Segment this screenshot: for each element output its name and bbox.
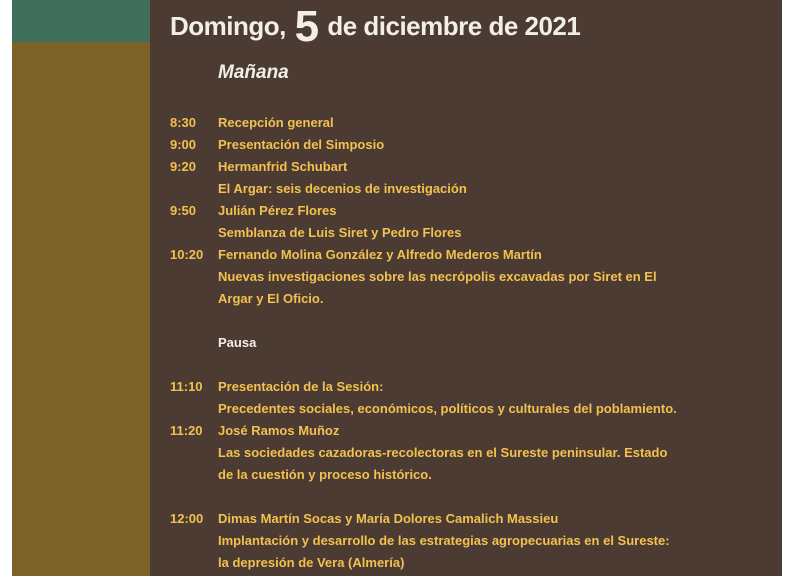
entry-detail: de la cuestión y proceso histórico. [218,467,432,482]
date-prefix: Domingo, [170,11,286,41]
entry-title: Presentación del Simposio [218,137,385,152]
entry-time: 10:20 [170,247,204,262]
program-list [170,112,770,574]
entry-title: Dimas Martín Socas y María Dolores Camalich Massieu [218,511,559,526]
program-entry [170,200,770,244]
entry-time: 11:20 [170,423,203,438]
entry-time: 9:50 [170,203,197,218]
pause-label: Pausa [218,335,257,350]
entry-detail: Nuevas investigaciones sobre las necrópolis excavadas por Siret en El [218,269,657,284]
program-entry [170,156,770,200]
entry-time: 9:20 [170,159,197,174]
left-color-bar-top [12,0,150,42]
entry-time: 9:00 [170,137,197,152]
entry-time: 8:30 [170,115,197,130]
date-suffix: de diciembre de 2021 [327,11,581,41]
entry-time: 11:10 [170,379,203,394]
program-panel [150,0,782,576]
entry-detail: Argar y El Oficio. [218,291,324,306]
date-day: 5 [294,2,319,51]
program-entry [170,134,770,156]
entry-time: 12:00 [170,511,204,526]
entry-detail: la depresión de Vera (Almería) [218,555,405,570]
entry-detail: Las sociedades cazadoras-recolectoras en el Sureste peninsular. Estado [218,445,668,460]
entry-detail: Precedentes sociales, económicos, políticos y culturales del poblamiento. [218,401,677,416]
entry-detail: El Argar: seis decenios de investigación [218,181,467,196]
date-heading [170,2,580,52]
entry-detail: Implantación y desarrollo de las estrategias agropecuarias en el Sureste: [218,533,670,548]
entry-title: Julián Pérez Flores [218,203,337,218]
entry-title: Fernando Molina González y Alfredo Mederos Martín [218,247,542,262]
entry-title: José Ramos Muñoz [218,423,340,438]
program-entry [170,244,770,310]
entry-title: Presentación de la Sesión: [218,379,384,394]
entry-title: Recepción general [218,115,334,130]
program-entry [170,376,770,420]
entry-title: Hermanfrid Schubart [218,159,348,174]
session-heading: Mañana [218,62,289,83]
left-color-bar [12,42,150,576]
entry-detail: Semblanza de Luis Siret y Pedro Flores [218,225,462,240]
program-entry [170,508,770,574]
program-entry [170,420,770,486]
program-entry [170,112,770,134]
